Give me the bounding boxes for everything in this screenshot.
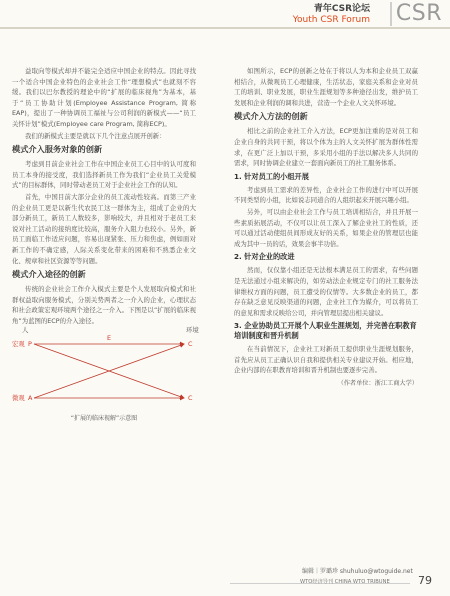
editor-credit: [302, 566, 413, 575]
paragraph: 益取向等模式却并不能完全适应中国企业的特点。因此寻找一个适合中国企业特色的企业社会工作“理想模式”也就刻不容缓。我们以巴尔教授的理论中的“扩展的临床视角”为基本，基于“员工协助计划(Employee Assistance Program, 简称EAP)，提出了一种协调员工福祉与公司利润的新模式——“员工关怀计划”模式(Employee care Program, 简称ECP)。: [12, 67, 196, 128]
page-number: 79: [418, 574, 432, 587]
paragraph: 首先，中国目前大部分企业的员工流动性较高。而第三产业的企业员工更是以新生代农民工这一群体为主，组成了企业的大部分新员工，新员工人数较多，影响较大，并且相对于老员工来说对社工活动的接纳度比较高，服务介入阻力也较小。另外，新员工面临工作适应问题，容易出现紧张、压力和焦虑，例如面对新工作的不确定感，人际关系变化带来的困难和不熟悉企业文化、规章和社区资源等等问题。: [12, 192, 196, 265]
magazine-section-title: [293, 4, 370, 26]
publication-name: WTO经济导刊 CHINA WTO TRIBUNE: [300, 579, 390, 585]
subsection-heading: 2. 针对企业的改进: [234, 252, 295, 262]
page-footer: [0, 564, 450, 596]
author-affiliation: （作者单位：浙江工商大学）: [337, 380, 418, 388]
right-column: [234, 66, 418, 390]
section-heading: 模式介入途径的创新: [12, 269, 86, 280]
section-title-cn: 青年CSR论坛: [313, 4, 370, 14]
label-c2: C: [188, 394, 193, 403]
section-heading: 模式介入方法的创新: [234, 111, 308, 122]
paragraph: 另外，可以由企业社会工作与员工培训相结合，并且开展一些素质拓展活动，不仅可以让员工深入了解企业社工的性质，还可以通过活动使组员间形成友好的关系，如果企业的管理层也能成为其中一员的话，效果会事半功倍。: [234, 207, 418, 248]
label-e: E: [107, 334, 112, 343]
section-heading: 模式介入服务对象的创新: [12, 144, 103, 155]
editor-text: 编辑｜罗璐珍 shuhuluo@wtoguide.net: [302, 568, 413, 575]
paragraph: 考虑到员工需求的差异性，企业社会工作的进行中可以开展不同类型的小组，比如说志同道合的人组织起来开展兴趣小组。: [234, 185, 418, 205]
label-a: A: [28, 394, 33, 403]
paragraph: 如图所示，ECP的创新之处在于将以人为本和企业员工双赢相结合，从微观员工心理健康，生活状态，家庭关系和企业对员工的培训、职业发展，职业生涯规划等多种途径出发，维护员工发展和企业利润的调和共进，营造一个企业人文关怀环境。: [234, 67, 418, 107]
label-person: 人: [22, 326, 29, 335]
paragraph: 在当前情况下，企业社工对新员工提供职业生涯规划服务，首先应从员工正确认识自我和提供相关专业建议开始。相应地，企业内部的在职教育培训和晋升机制也要逐步完善。: [234, 345, 418, 375]
label-env: 环境: [186, 326, 199, 335]
extended-clinical-perspective-diagram: [12, 326, 202, 412]
paragraph: 考虑到目前企业社会工作在中国企业员工心目中的认可度和员工本身的接受度，我们选择新员工作为我们“企业员工关爱模式”的目标群体，同时带动老员工对于企业社会工作的认知。: [12, 160, 196, 190]
paragraph: 相比之前的企业社工介入方法，ECP更加注重的是对员工和企业自身的共同干预，将以个体为主的人文关怀扩展为群体性需求，在更广泛上加以干预，多采用小组的手法以解决多人共同的需求，同时协调企业建立一套面向新员工的社工服务体系。: [234, 127, 418, 168]
diagram-caption: “扩展的临床视解”示意图: [70, 415, 138, 423]
header-rule: [0, 27, 450, 29]
subsection-heading: 1. 针对员工的小组开展: [234, 171, 309, 181]
paragraph: 传统的企业社会工作介入模式主要是个人发展取向模式和社群权益取向服务模式，分别关势两者之一介入的企业，心理状态和社会政策宏观环境两个途径之一介入。下图是以“扩展的临床视角”为蓝图的ECP的介入途径。: [12, 285, 196, 325]
label-c: C: [188, 340, 193, 349]
left-column: [12, 66, 199, 429]
section-title-en: Youth CSR Forum: [292, 15, 370, 25]
csr-logo: CSR: [390, 2, 442, 26]
label-micro: 微观: [12, 394, 25, 403]
label-macro: 宏观: [12, 340, 25, 349]
paragraph: 然而，仅仅靠小组还是无法根本满足员工的需求，有些问题是无法通过小组来解决的，如劳动法企业规定专门的社工服务法律维权方面的问题，员工遭受的仅情等。大多数企业的员工，都存在缺乏意见反映渠道的问题，企业社工作为媒介，可以将员工的意见和需求反映给公司，并向管理层提出相关建议。: [234, 266, 418, 317]
diagram-lines: [12, 332, 202, 412]
subsection-heading: 3. 企业协助员工开展个人职业生涯规划，并完善在职教育培训制度和晋升机制: [234, 321, 417, 341]
paragraph: 我们的新模式主要是就以下几个注意点展开创新：: [25, 131, 166, 140]
label-p: P: [28, 340, 32, 349]
